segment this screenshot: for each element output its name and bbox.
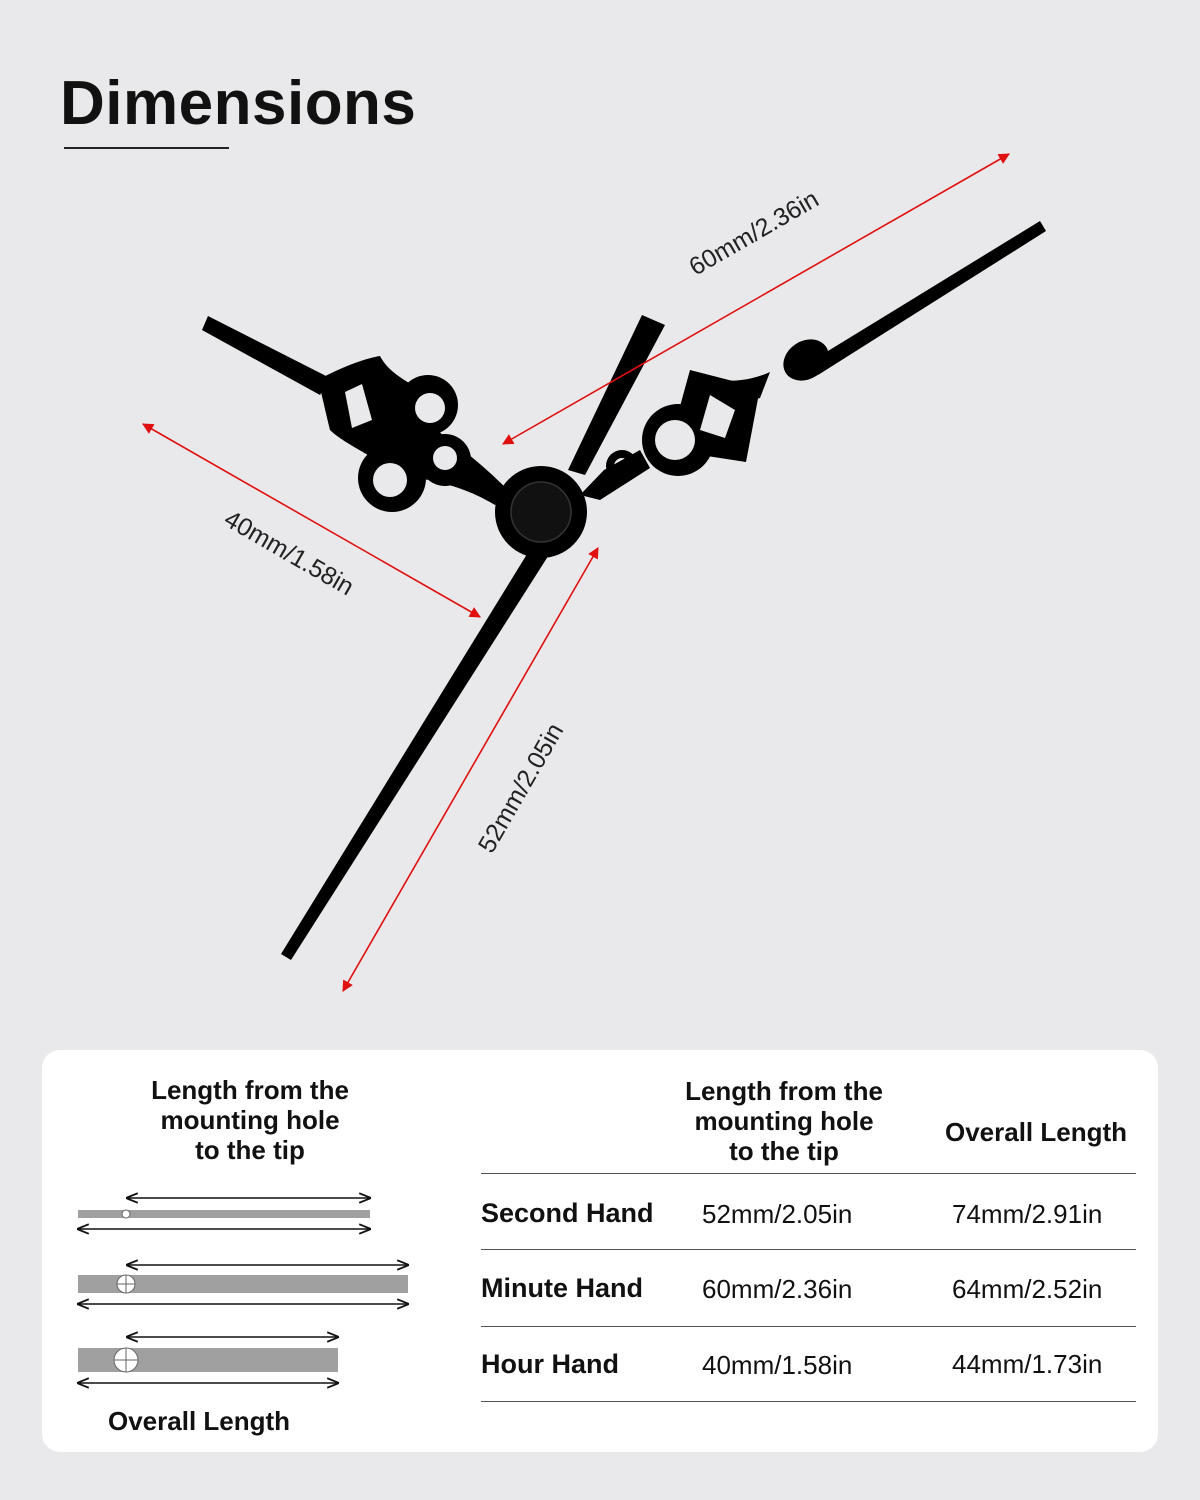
second-dimension-arrow — [343, 548, 598, 991]
length-legend-diagram — [70, 1185, 430, 1405]
page-title: Dimensions — [60, 69, 417, 138]
second-dimension-label: 52mm/2.05in — [472, 718, 570, 858]
minute-dimension-label: 60mm/2.36in — [684, 184, 824, 282]
second-hand-length: 52mm/2.05in — [702, 1199, 853, 1229]
legend-heading: Length from the mounting hole to the tip — [151, 1075, 349, 1165]
hour-hand — [202, 316, 510, 512]
column-header-length: Length from the mounting hole to the tip — [685, 1076, 883, 1166]
legend-minute-hand — [78, 1265, 408, 1304]
column-header-overall: Overall Length — [944, 1117, 1128, 1147]
row-label-hour-hand: Hour Hand — [481, 1349, 619, 1379]
legend-second-hand — [78, 1198, 370, 1229]
table-divider — [481, 1401, 1136, 1402]
center-hub — [495, 466, 587, 558]
minute-hand-length: 60mm/2.36in — [702, 1274, 853, 1304]
minute-hand-overall: 64mm/2.52in — [952, 1274, 1103, 1304]
table-divider — [481, 1249, 1136, 1250]
legend-hour-hand — [78, 1337, 338, 1383]
hour-dimension-label: 40mm/1.58in — [219, 504, 359, 602]
table-divider — [481, 1173, 1136, 1174]
row-label-minute-hand: Minute Hand — [481, 1273, 643, 1303]
hour-hand-overall: 44mm/1.73in — [952, 1349, 1103, 1379]
legend-footer: Overall Length — [108, 1406, 291, 1436]
hour-hand-length: 40mm/1.58in — [702, 1350, 853, 1380]
table-divider — [481, 1326, 1136, 1327]
second-hand-overall: 74mm/2.91in — [952, 1199, 1103, 1229]
row-label-second-hand: Second Hand — [481, 1198, 654, 1228]
